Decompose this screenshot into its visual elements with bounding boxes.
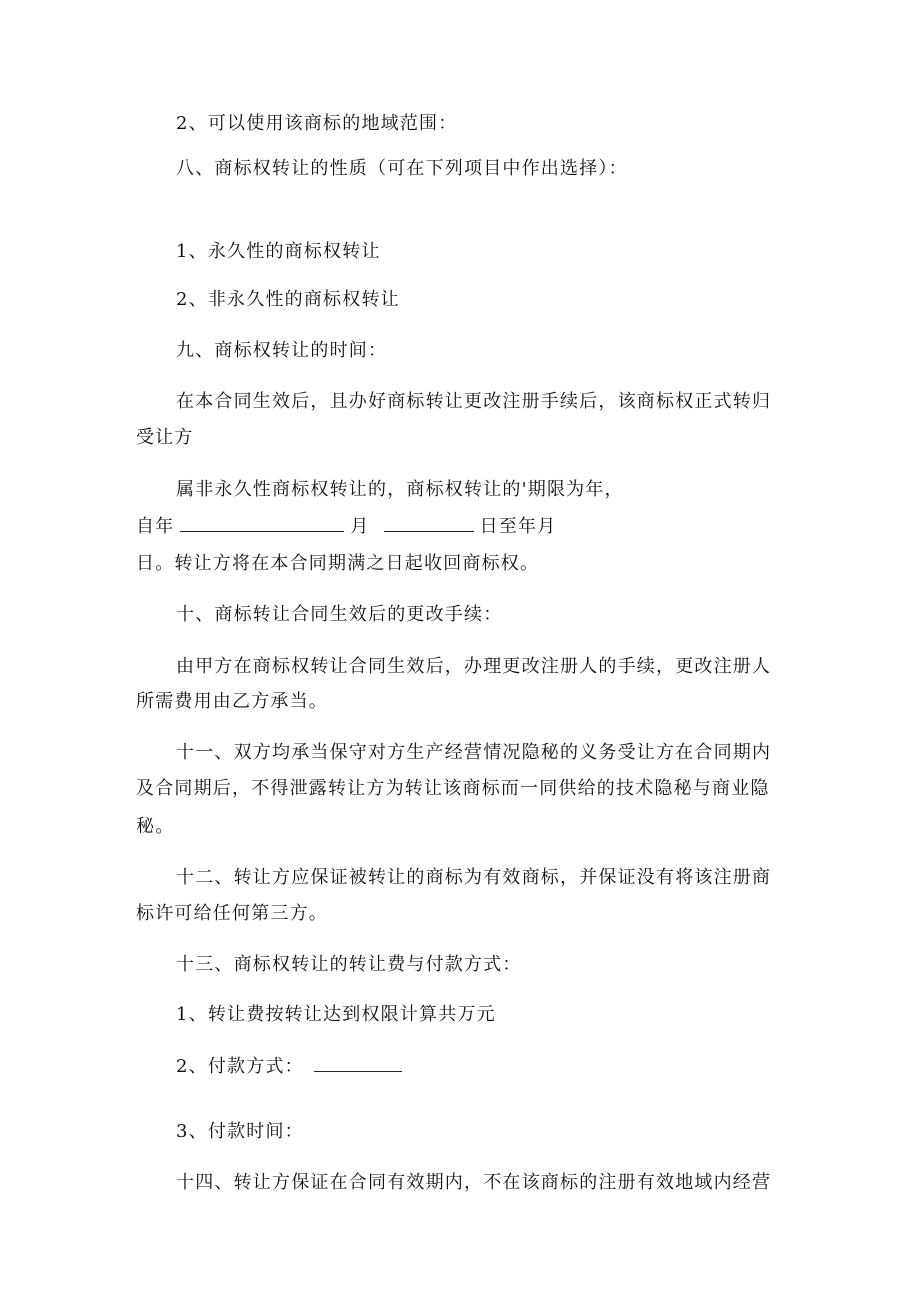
- section-heading: 十三、商标权转让的转让费与付款方式：: [176, 954, 522, 975]
- fill-in-blank[interactable]: [314, 1053, 402, 1072]
- text-fragment: 2、付款方式：: [176, 1056, 304, 1077]
- paragraph-line: 由甲方在商标权转让合同生效后，办理更改注册人的手续，更改注册人: [176, 656, 772, 677]
- section-heading: 九、商标权转让的时间：: [176, 340, 388, 361]
- paragraph-line: 十一、双方均承当保守对方生产经营情况隐秘的义务受让方在合同期内: [176, 742, 772, 763]
- option-item: 2、非永久性的商标权转让: [176, 289, 400, 310]
- fill-in-blank[interactable]: [384, 513, 474, 532]
- paragraph-line: 日。转让方将在本合同期满之日起收回商标权。: [136, 553, 540, 574]
- paragraph-line: 十二、转让方应保证被转让的商标为有效商标，并保证没有将该注册商: [176, 867, 772, 888]
- option-item: 1、永久性的商标权转让: [176, 241, 381, 262]
- paragraph-line: 在本合同生效后，且办好商标转让更改注册手续后，该商标权正式转归: [176, 391, 772, 412]
- date-range-line: [136, 513, 556, 539]
- section-heading: 八、商标权转让的性质（可在下列项目中作出选择）：: [176, 158, 628, 179]
- text-fragment: 自年: [136, 516, 175, 537]
- paragraph-line: 所需费用由乙方承当。: [136, 691, 328, 712]
- paragraph-line: 受让方: [136, 427, 194, 448]
- payment-method-line: [176, 1053, 408, 1079]
- section-heading: 十、商标转让合同生效后的更改手续：: [176, 604, 503, 625]
- paragraph-line: 十四、转让方保证在合同有效期内，不在该商标的注册有效地域内经营: [176, 1172, 772, 1193]
- text-fragment: 日至年月: [479, 516, 557, 537]
- paragraph-line: 标许可给任何第三方。: [136, 903, 328, 924]
- paragraph-line: 属非永久性商标权转让的，商标权转让的'期限为年，: [176, 479, 624, 500]
- text-fragment: 月: [350, 516, 370, 537]
- paragraph-line: 秘。: [136, 816, 175, 837]
- list-item: 1、转让费按转让达到权限计算共万元: [176, 1004, 496, 1025]
- paragraph-line: 2、可以使用该商标的地域范围：: [176, 113, 458, 134]
- list-item: 3、付款时间：: [176, 1121, 304, 1142]
- fill-in-blank[interactable]: [180, 513, 344, 532]
- paragraph-line: 及合同期后，不得泄露转让方为转让该商标而一同供给的技术隐秘与商业隐: [136, 778, 770, 799]
